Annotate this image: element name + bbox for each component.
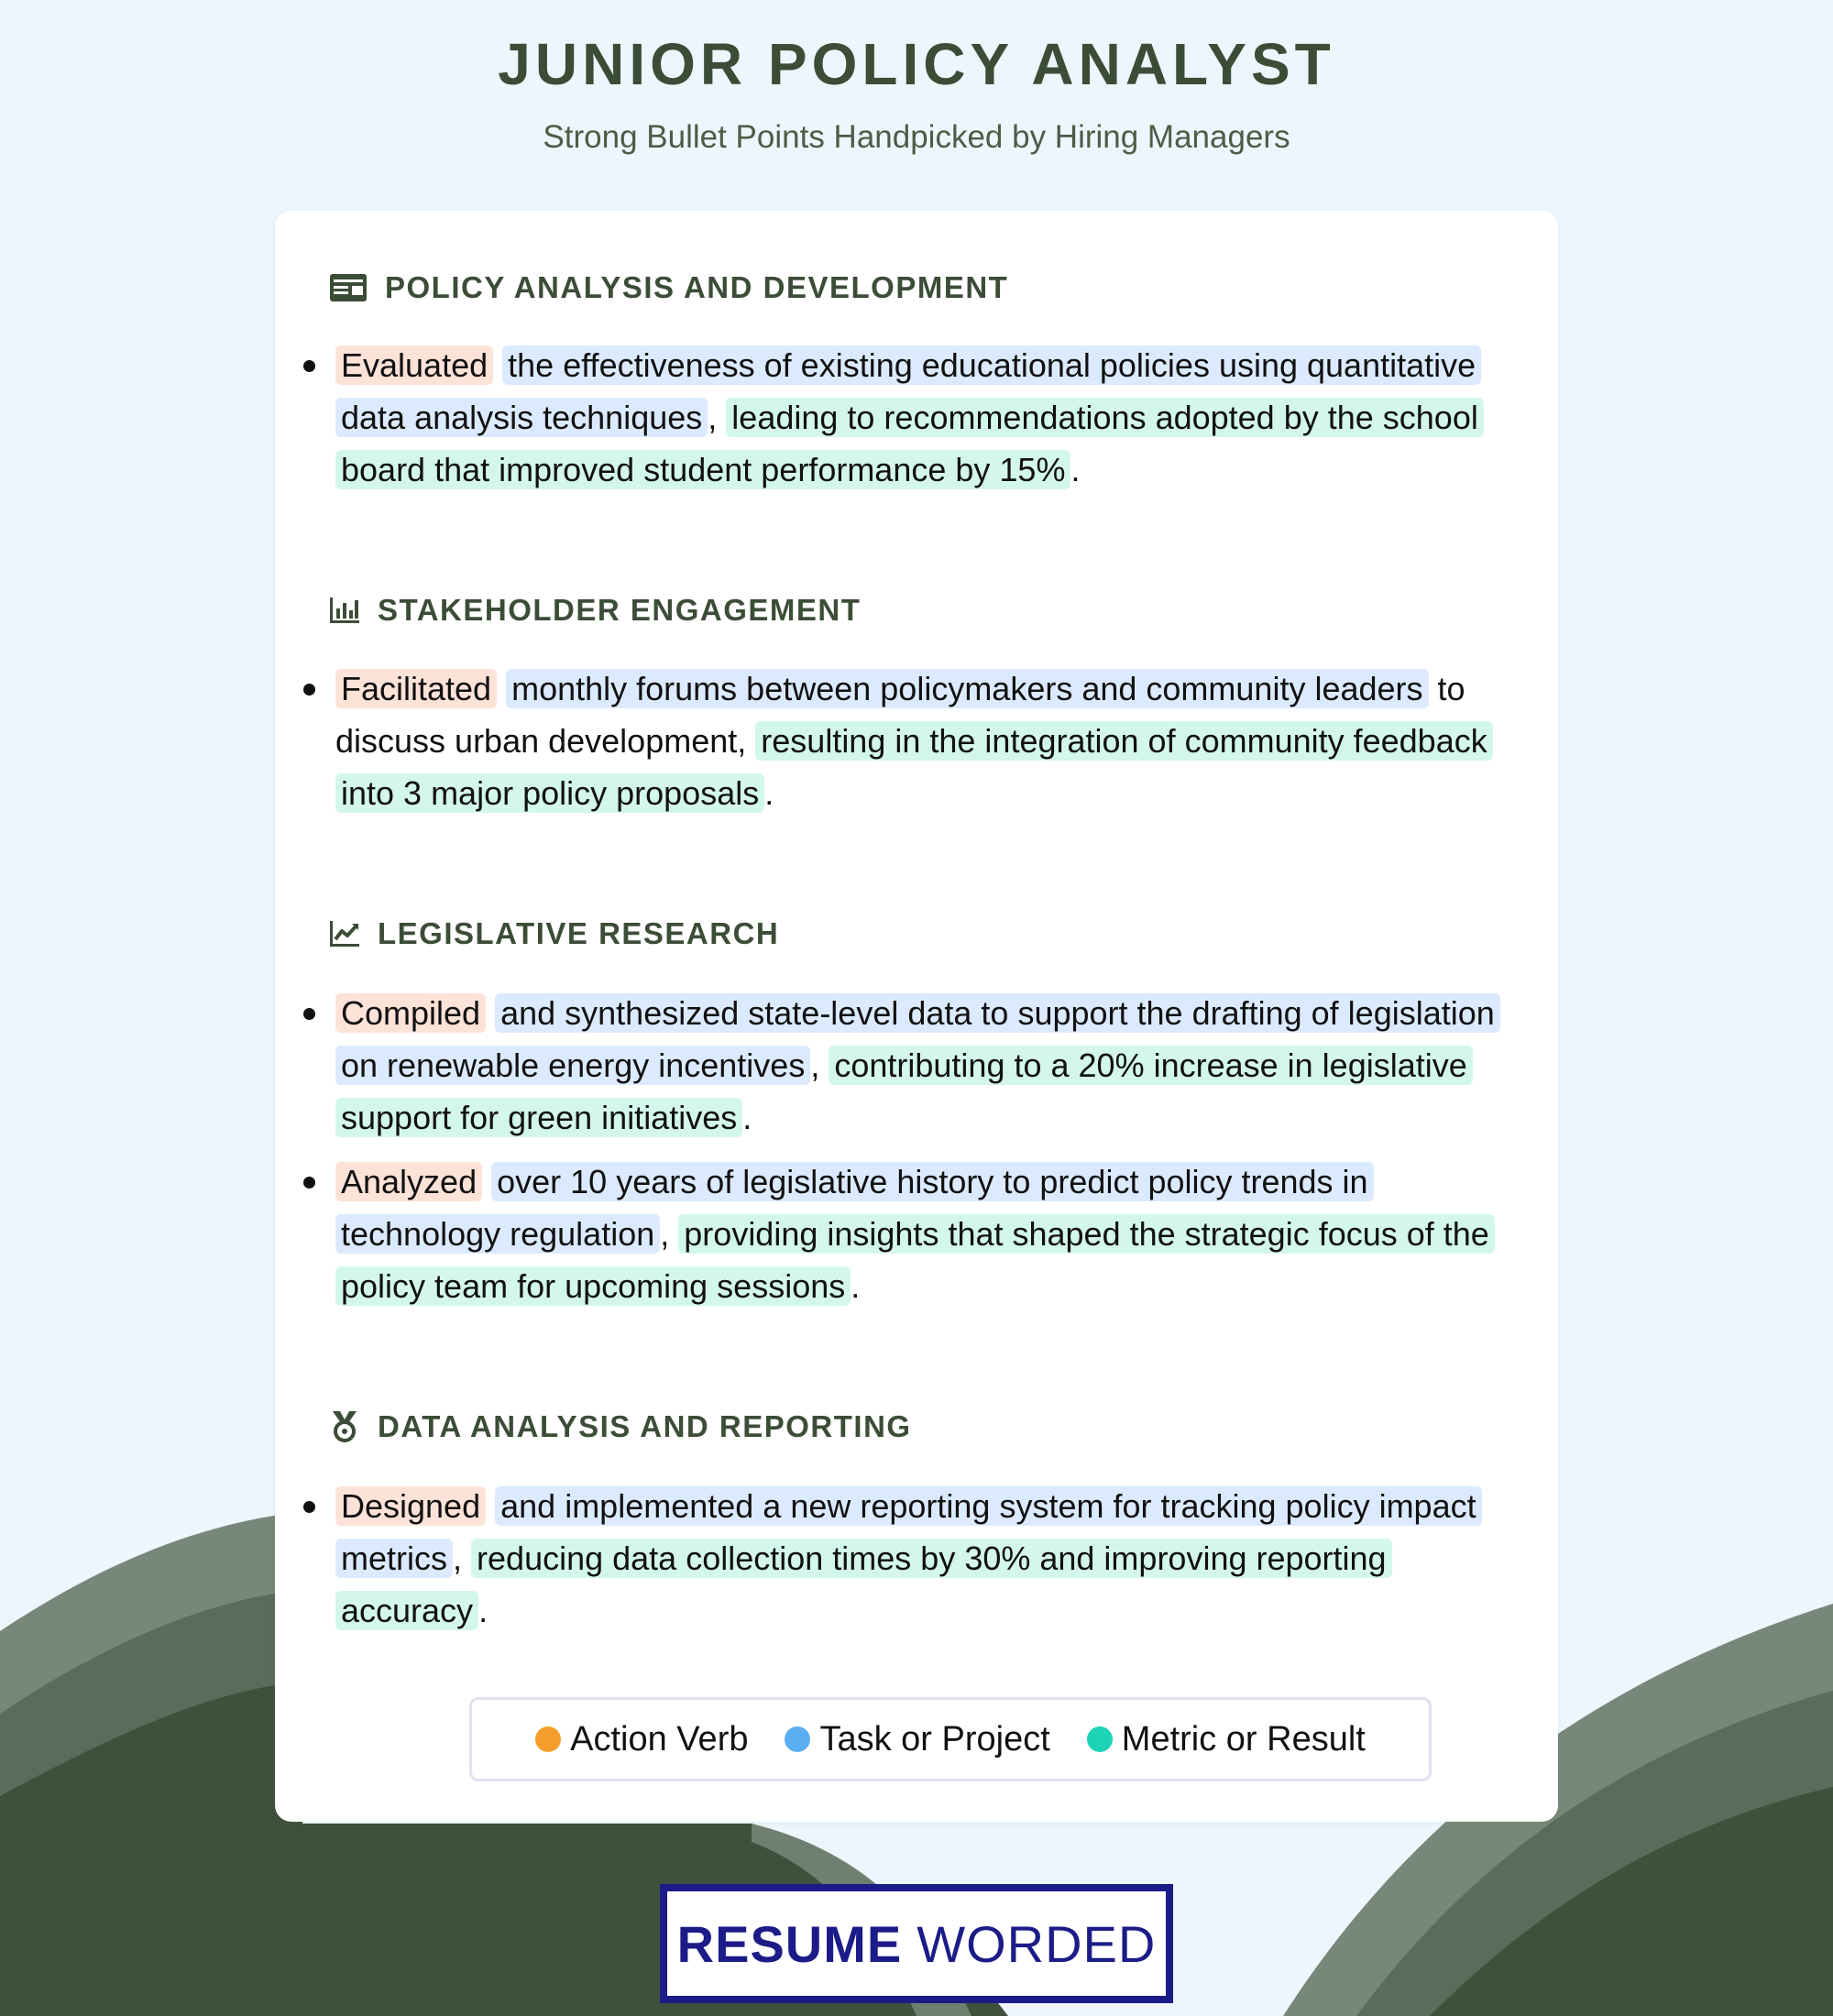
bullet-list — [275, 339, 1558, 508]
metric-text: providing insights that shaped the strategic focus of the policy team for upcoming sessions — [335, 1214, 1495, 1306]
end-punct: . — [1070, 451, 1081, 488]
separator: , — [708, 399, 718, 436]
action-verb: Compiled — [335, 993, 486, 1033]
bullet-item — [275, 1156, 1558, 1312]
bullet-list — [275, 1480, 1558, 1649]
separator: , — [810, 1046, 820, 1084]
page-header — [0, 27, 1833, 156]
page-subtitle: Strong Bullet Points Handpicked by Hiring Managers — [543, 119, 1290, 155]
end-punct: . — [478, 1592, 488, 1629]
highlight-legend — [469, 1697, 1432, 1781]
bar-chart-icon — [330, 597, 359, 623]
section-heading-policy-analysis — [330, 269, 1008, 306]
legend-item-verb — [535, 1720, 748, 1759]
task-text: and implemented a new reporting system for tracking policy impact metrics — [335, 1486, 1482, 1578]
action-verb: Evaluated — [335, 345, 493, 385]
end-punct: . — [764, 774, 774, 812]
bullet-item — [275, 1480, 1558, 1637]
blue-dot-icon — [785, 1726, 810, 1752]
page-title: JUNIOR POLICY ANALYST — [498, 31, 1335, 97]
end-punct: . — [851, 1267, 861, 1305]
legend-label: Action Verb — [570, 1719, 749, 1759]
plain-text: to discuss urban development, — [335, 670, 1465, 760]
section-heading-stakeholder — [330, 592, 861, 629]
line-chart-icon — [330, 921, 359, 947]
teal-dot-icon — [1087, 1726, 1113, 1752]
resume-worded-logo[interactable] — [660, 1884, 1173, 2003]
separator: , — [453, 1539, 463, 1577]
bullet-list — [275, 663, 1558, 831]
section-title: DATA ANALYSIS AND REPORTING — [378, 1409, 912, 1443]
task-text: and synthesized state-level data to support the drafting of legislation on renewable energy incentives — [335, 993, 1500, 1085]
action-verb: Facilitated — [335, 669, 497, 708]
orange-dot-icon — [535, 1726, 561, 1752]
action-verb: Analyzed — [335, 1162, 482, 1201]
legend-label: Metric or Result — [1121, 1719, 1366, 1759]
metric-text: contributing to a 20% increase in legislative support for green initiatives — [335, 1046, 1473, 1137]
separator: , — [660, 1215, 670, 1253]
section-title: STAKEHOLDER ENGAGEMENT — [378, 593, 862, 627]
metric-text: reducing data collection times by 30% and improving reporting accuracy — [335, 1539, 1392, 1630]
legend-item-task — [785, 1720, 1049, 1759]
task-text: the effectiveness of existing educational policies using quantitative data analysis techniques — [335, 345, 1481, 437]
metric-text: resulting in the integration of community feedback into 3 major policy proposals — [335, 721, 1493, 813]
legend-item-metric — [1087, 1720, 1366, 1759]
section-heading-data-analysis — [330, 1408, 912, 1445]
section-title: POLICY ANALYSIS AND DEVELOPMENT — [385, 270, 1009, 304]
resume-card — [275, 211, 1558, 1822]
task-text: monthly forums between policymakers and community leaders — [506, 669, 1428, 708]
legend-label: Task or Project — [819, 1719, 1050, 1759]
section-title: LEGISLATIVE RESEARCH — [378, 916, 780, 950]
end-punct: . — [742, 1099, 752, 1136]
bullet-item — [275, 339, 1558, 496]
metric-text: leading to recommendations adopted by the school board that improved student performance by 15% — [335, 398, 1484, 489]
bullet-list — [275, 987, 1558, 1324]
logo-bold-text: RESUME — [676, 1914, 903, 1973]
id-card-icon — [330, 274, 367, 301]
task-text: over 10 years of legislative history to predict policy trends in technology regulation — [335, 1162, 1374, 1254]
logo-light-text: WORDED — [916, 1914, 1157, 1973]
medal-icon — [330, 1411, 359, 1442]
bullet-item — [275, 663, 1558, 819]
action-verb: Designed — [335, 1486, 486, 1526]
section-heading-legislative — [330, 915, 779, 952]
bullet-item — [275, 987, 1558, 1144]
